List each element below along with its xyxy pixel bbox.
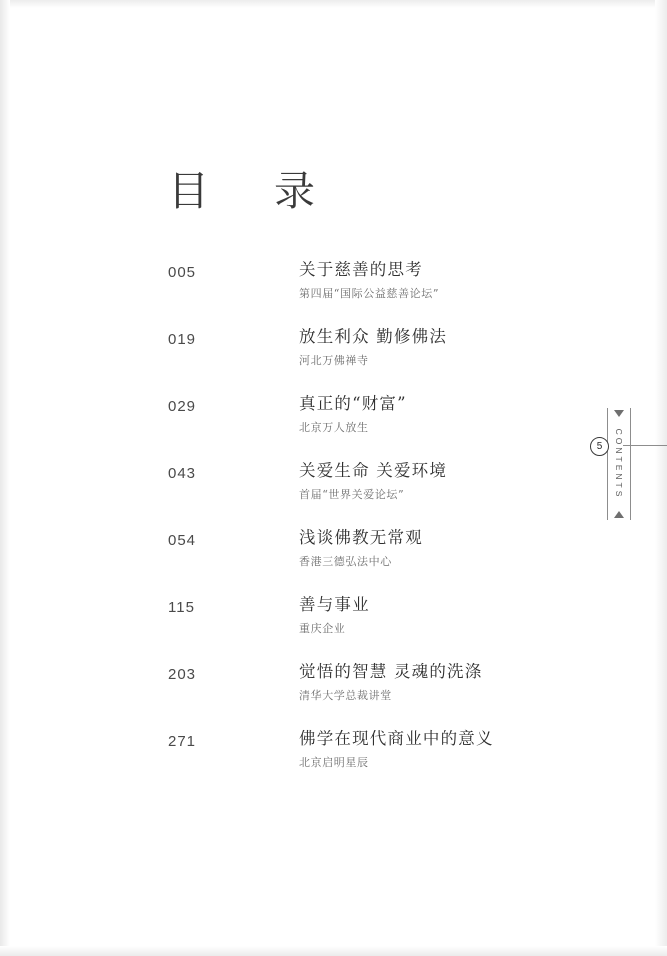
toc-entry-subtitle: 河北万佛禅寺 bbox=[299, 353, 369, 367]
side-tab-label: CONTENTS bbox=[614, 428, 624, 500]
toc-entry[interactable] bbox=[168, 526, 498, 593]
toc-entry-title: 善与事业 bbox=[299, 595, 370, 614]
toc-entry-subtitle: 香港三德弘法中心 bbox=[299, 554, 392, 568]
toc-entry-text bbox=[299, 660, 482, 703]
page-edge-left bbox=[0, 0, 10, 956]
triangle-up-icon bbox=[614, 511, 624, 518]
toc-entry[interactable] bbox=[168, 727, 498, 794]
toc-page-number: 271 bbox=[168, 733, 197, 750]
toc-entry-title: 放生利众 勤修佛法 bbox=[299, 327, 448, 346]
toc-entry-text bbox=[299, 392, 407, 435]
toc-entry-subtitle: 首届“世界关爱论坛” bbox=[299, 487, 405, 501]
page-title: 目 录 bbox=[168, 167, 327, 215]
toc-entry-title: 浅谈佛教无常观 bbox=[299, 528, 423, 547]
toc-entry-title: 关于慈善的思考 bbox=[299, 260, 423, 279]
toc-entry-title: 关爱生命 关爱环境 bbox=[299, 461, 448, 480]
toc-entry-text bbox=[299, 526, 423, 569]
toc-page-number: 029 bbox=[168, 398, 197, 415]
page-edge-top bbox=[0, 0, 667, 8]
toc-entry-subtitle: 北京启明星辰 bbox=[299, 755, 369, 769]
toc-entry-text bbox=[299, 325, 447, 368]
triangle-down-icon bbox=[614, 410, 624, 417]
toc-entry[interactable] bbox=[168, 392, 498, 459]
table-of-contents bbox=[168, 258, 498, 794]
toc-entry-subtitle: 清华大学总裁讲堂 bbox=[299, 688, 392, 702]
toc-entry[interactable] bbox=[168, 593, 498, 660]
toc-entry-subtitle: 北京万人放生 bbox=[299, 420, 369, 434]
toc-entry-text bbox=[299, 593, 370, 636]
toc-page-number: 043 bbox=[168, 465, 197, 482]
toc-page-number: 019 bbox=[168, 331, 197, 348]
toc-entry-subtitle: 第四届“国际公益慈善论坛” bbox=[299, 286, 440, 300]
toc-page-number: 203 bbox=[168, 666, 197, 683]
side-tab-contents bbox=[607, 408, 631, 520]
toc-page-number: 054 bbox=[168, 532, 197, 549]
toc-entry[interactable] bbox=[168, 459, 498, 526]
toc-entry[interactable] bbox=[168, 660, 498, 727]
page-edge-right bbox=[655, 0, 667, 956]
toc-entry-title: 真正的“财富” bbox=[299, 394, 407, 413]
page-edge-bottom bbox=[0, 946, 667, 956]
page-number-badge: 5 bbox=[590, 437, 609, 456]
toc-entry[interactable] bbox=[168, 325, 498, 392]
toc-entry-text bbox=[299, 727, 494, 770]
toc-entry[interactable] bbox=[168, 258, 498, 325]
toc-entry-title: 佛学在现代商业中的意义 bbox=[299, 729, 494, 748]
toc-page-number: 005 bbox=[168, 264, 197, 281]
toc-entry-subtitle: 重庆企业 bbox=[299, 621, 346, 635]
toc-entry-text bbox=[299, 459, 447, 502]
toc-entry-text bbox=[299, 258, 439, 301]
toc-entry-title: 觉悟的智慧 灵魂的洗涤 bbox=[299, 662, 483, 681]
toc-page-number: 115 bbox=[168, 599, 195, 616]
